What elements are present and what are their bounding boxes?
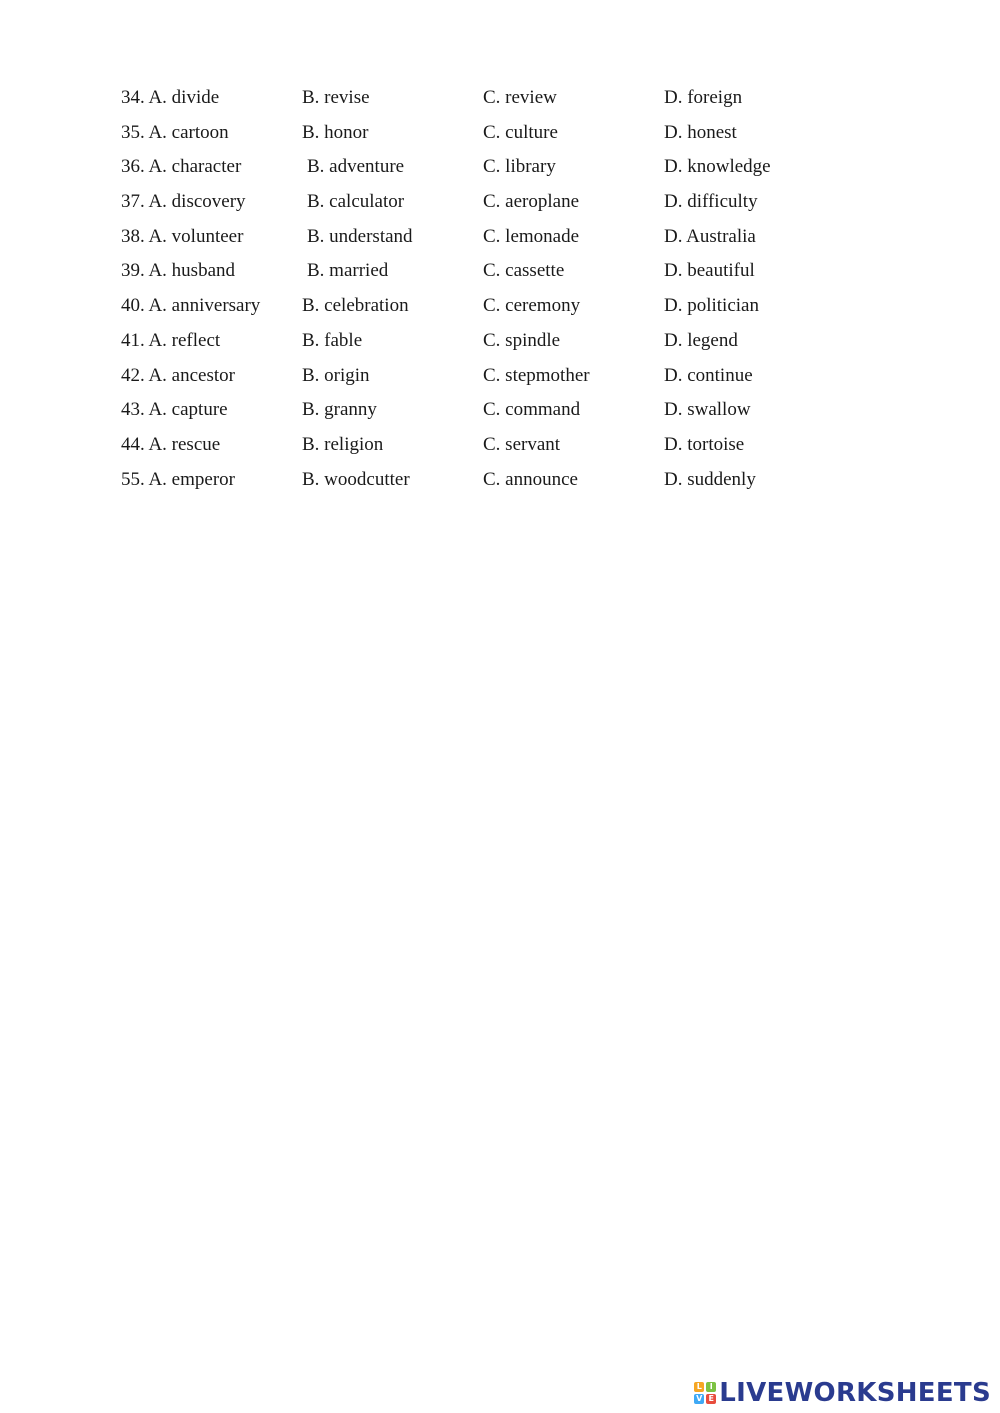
logo-mark-square: E	[706, 1394, 716, 1404]
question-row	[121, 257, 881, 292]
option-c: C. review	[483, 87, 557, 108]
option-c: C. servant	[483, 433, 561, 455]
option-d: D. tortoise	[664, 433, 745, 455]
logo-mark-icon	[694, 1382, 716, 1404]
option-d: D. Australia	[664, 225, 756, 247]
option-a: 40. A. anniversary	[121, 295, 261, 317]
question-row	[121, 327, 881, 362]
option-c: C. spindle	[483, 329, 561, 351]
question-row	[121, 362, 881, 397]
option-b: B. revise	[302, 87, 370, 108]
option-b: B. granny	[302, 399, 377, 421]
question-list	[121, 84, 881, 500]
option-d: D. beautiful	[664, 260, 755, 282]
option-c: C. library	[483, 156, 556, 178]
question-row	[121, 153, 881, 188]
option-c: C. aeroplane	[483, 191, 580, 213]
option-c: C. announce	[483, 468, 578, 490]
option-b: B. honor	[302, 121, 369, 143]
option-c: C. ceremony	[483, 295, 581, 317]
option-d: D. knowledge	[664, 156, 771, 178]
option-a: 41. A. reflect	[121, 329, 221, 351]
question-row	[121, 292, 881, 327]
option-d: D. continue	[664, 364, 753, 386]
option-b: B. religion	[302, 433, 384, 455]
option-b: B. married	[307, 260, 389, 282]
option-c: C. stepmother	[483, 364, 590, 386]
option-c: C. lemonade	[483, 225, 580, 247]
option-a: 35. A. cartoon	[121, 121, 229, 143]
liveworksheets-logo	[694, 1378, 991, 1408]
option-c: C. culture	[483, 121, 558, 143]
logo-mark-square: I	[706, 1382, 716, 1392]
option-d: D. legend	[664, 329, 738, 351]
question-row	[121, 396, 881, 431]
option-a: 34. A. divide	[121, 87, 220, 108]
option-b: B. adventure	[307, 156, 405, 178]
option-b: B. celebration	[302, 295, 409, 317]
question-row	[121, 119, 881, 154]
option-d: D. swallow	[664, 399, 751, 421]
option-b: B. calculator	[307, 191, 405, 213]
option-a: 36. A. character	[121, 156, 242, 178]
option-d: D. foreign	[664, 87, 743, 108]
option-b: B. fable	[302, 329, 363, 351]
option-b: B. origin	[302, 364, 370, 386]
option-c: C. command	[483, 399, 581, 421]
option-b: B. woodcutter	[302, 468, 410, 490]
question-row	[121, 223, 881, 258]
option-d: D. honest	[664, 121, 737, 143]
logo-text: LIVEWORKSHEETS	[719, 1378, 991, 1408]
option-a: 42. A. ancestor	[121, 364, 235, 386]
option-a: 37. A. discovery	[121, 191, 246, 213]
question-row	[121, 188, 881, 223]
question-row	[121, 84, 881, 119]
option-b: B. understand	[307, 225, 413, 247]
option-a: 38. A. volunteer	[121, 225, 244, 247]
option-a: 44. A. rescue	[121, 433, 221, 455]
question-row	[121, 431, 881, 466]
option-a: 39. A. husband	[121, 260, 235, 282]
option-a: 55. A. emperor	[121, 468, 235, 490]
option-a: 43. A. capture	[121, 399, 228, 421]
option-c: C. cassette	[483, 260, 565, 282]
option-d: D. difficulty	[664, 191, 758, 213]
option-d: D. politician	[664, 295, 759, 317]
logo-mark-square: V	[696, 1394, 703, 1403]
logo-mark-square: L	[694, 1382, 704, 1392]
question-row	[121, 466, 881, 501]
option-d: D. suddenly	[664, 468, 756, 490]
